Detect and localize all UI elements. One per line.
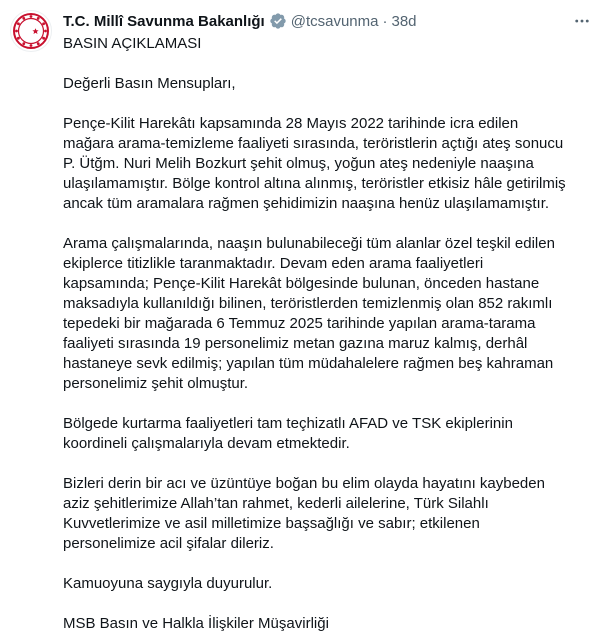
text-line: Arama çalışmalarında, naaşın bulunabileceği tüm alanlar özel teşkil edilen: [63, 235, 555, 252]
text-line: ancak tüm aramalara rağmen şehidimizin naaşına henüz ulaşılamamıştır.: [63, 195, 550, 212]
text-line: Bizleri derin bir acı ve üzüntüye boğan bu elim olayda hayatını kaybeden: [63, 475, 545, 492]
handle[interactable]: @tcsavunma: [290, 12, 379, 30]
text-line: hastaneye sevk edilmiş; yapılan tüm müdahalelere rağmen beş kahraman: [63, 355, 554, 372]
tweet-text: [63, 34, 593, 634]
text-line: Kamuoyuna saygıyla duyurulur.: [63, 575, 273, 592]
text-line: maksadıyla kullanıldığı bilinen, teröristlerden temizlenmiş olan 852 rakımlı: [63, 295, 553, 312]
ministry-emblem-icon: [12, 12, 50, 50]
text-line: personelimiz şehit olmuştur.: [63, 375, 249, 392]
verified-badge-icon: [269, 12, 287, 30]
text-line: ulaşılamamıştır. Bölge kontrol altına alınmış, teröristler etkisiz hâle getirilmiş: [63, 175, 566, 192]
greeting: Değerli Basın Mensupları,: [63, 75, 236, 92]
text-line: Pençe-Kilit Harekâtı kapsamında 28 Mayıs 2022 tarihinde icra edilen: [63, 115, 519, 132]
text-line: aziz şehitlerimize Allah’tan rahmet, kederli ailelerine, Türk Silahlı: [63, 495, 489, 512]
text-line: personelimize acil şifalar dileriz.: [63, 535, 274, 552]
text-line: P. Ütğm. Nuri Melih Bozkurt şehit olmuş, yoğun ateş nedeniyle naaşına: [63, 155, 534, 172]
text-line: mağara arama-temizleme faaliyeti sırasında, teröristlerin açtığı ateş sonucu: [63, 135, 564, 152]
signature: MSB Basın ve Halkla İlişkiler Müşavirliği: [63, 615, 329, 632]
tweet-header: [63, 10, 566, 32]
more-options-button[interactable]: [570, 10, 594, 32]
text-line: koordineli çalışmalarıyla devam etmektedir.: [63, 435, 350, 452]
text-line: kapsamında; Pençe-Kilit Harekât bölgesinde bulunan, önceden hastane: [63, 275, 540, 292]
text-line: Kuvvetlerimize ve asil milletimize başsağlığı ve sabır; etkilenen: [63, 515, 480, 532]
display-name[interactable]: T.C. Millî Savunma Bakanlığı: [63, 12, 265, 30]
text-line: faaliyeti sırasında 19 personelimiz metan gazına maruz kalmış, derhâl: [63, 335, 528, 352]
separator-dot: ·: [382, 12, 388, 30]
avatar[interactable]: [10, 10, 52, 52]
text-line: Bölgede kurtarma faaliyetleri tam teçhizatlı AFAD ve TSK ekiplerinin: [63, 415, 513, 432]
more-options-icon: [573, 12, 591, 30]
text-line: ekiplerce titizlikle taranmaktadır. Devam eden arama faaliyetleri: [63, 255, 484, 272]
text-line: tepedeki bir mağarada 6 Temmuz 2025 tarihinde yapılan arama-tarama: [63, 315, 536, 332]
timestamp[interactable]: 38d: [391, 12, 417, 30]
tweet-title: BASIN AÇIKLAMASI: [63, 35, 202, 52]
